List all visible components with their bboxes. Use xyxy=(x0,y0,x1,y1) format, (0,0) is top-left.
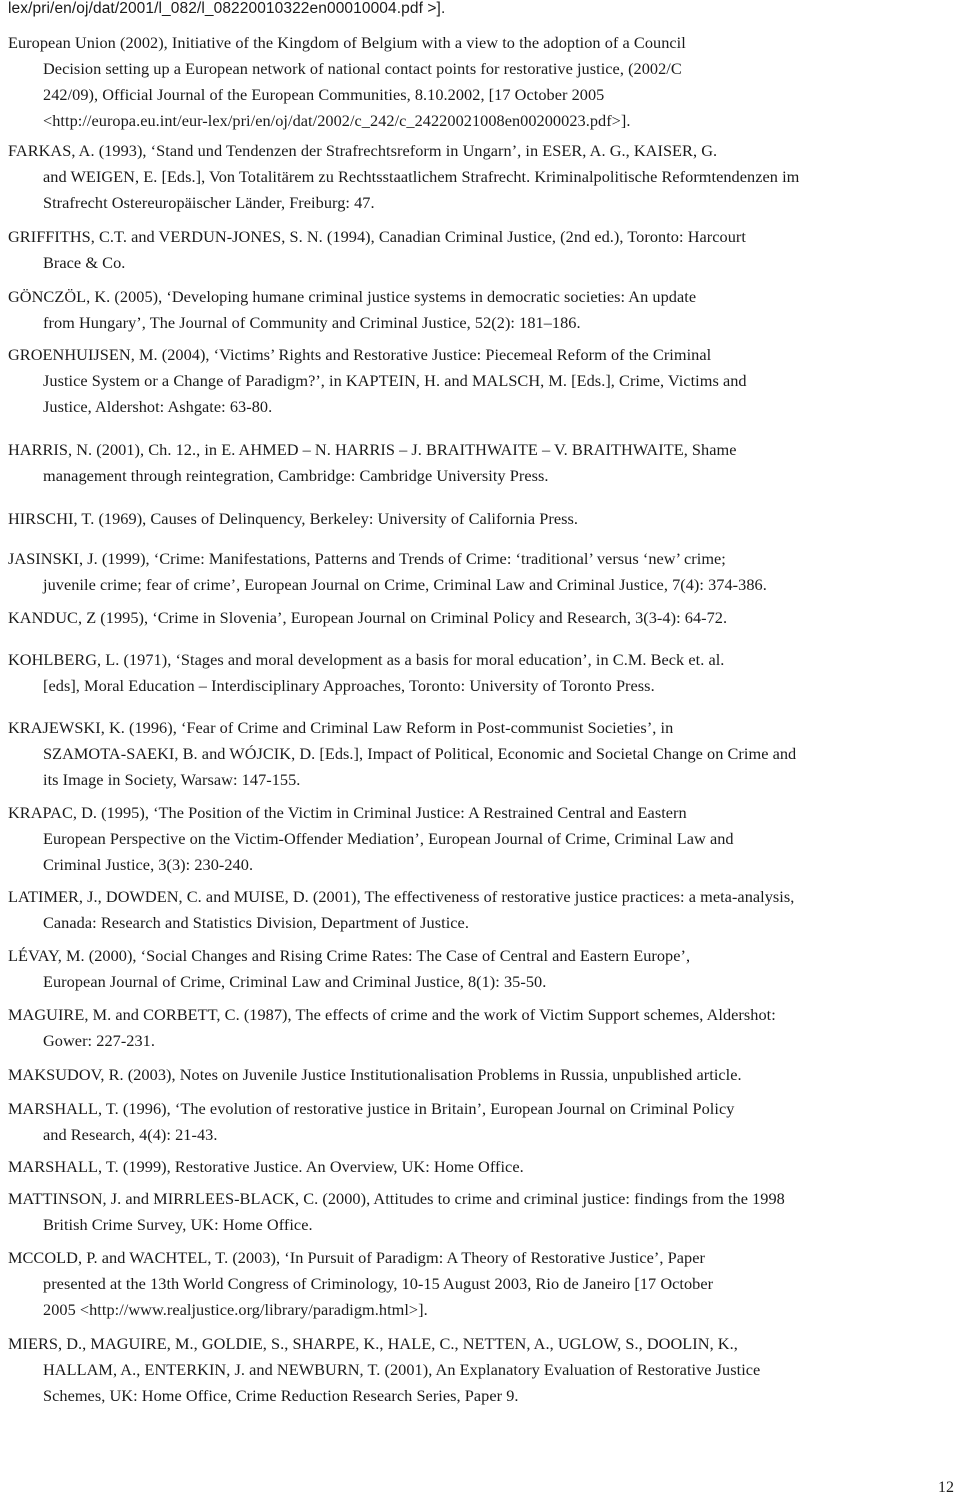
reference-line: its Image in Society, Warsaw: 147-155. xyxy=(43,770,301,789)
reference-line: KRAJEWSKI, K. (1996), ‘Fear of Crime and Criminal Law Reform in Post-communist Societies’, in xyxy=(8,718,674,737)
reference-line: 242/09), Official Journal of the European Communities, 8.10.2002, [17 October 2005 xyxy=(43,85,605,104)
reference-line: GÖNCZÖL, K. (2005), ‘Developing humane criminal justice systems in democratic societies: An update xyxy=(8,287,697,306)
reference-line: HARRIS, N. (2001), Ch. 12., in E. AHMED – N. HARRIS – J. BRAITHWAITE – V. BRAITHWAITE, Shame xyxy=(8,440,737,459)
reference-line: MIERS, D., MAGUIRE, M., GOLDIE, S., SHARPE, K., HALE, C., NETTEN, A., UGLOW, S., DOOLIN, K., xyxy=(8,1334,738,1353)
reference-line: Criminal Justice, 3(3): 230-240. xyxy=(43,855,254,874)
reference-line: JASINSKI, J. (1999), ‘Crime: Manifestations, Patterns and Trends of Crime: ‘traditional’ versus ‘new’ crime; xyxy=(8,549,726,568)
page-number: 12 xyxy=(938,1479,954,1496)
reference-line: Strafrecht Ostereuropäischer Länder, Freiburg: 47. xyxy=(43,193,375,212)
reference-line: GROENHUIJSEN, M. (2004), ‘Victims’ Rights and Restorative Justice: Piecemeal Reform of the Criminal xyxy=(8,345,712,364)
reference-line: MATTINSON, J. and MIRRLEES-BLACK, C. (2000), Attitudes to crime and criminal justice: findings from the 1998 xyxy=(8,1189,785,1208)
reference-line: juvenile crime; fear of crime’, European Journal on Crime, Criminal Law and Criminal Justice, 7(4): 374-386. xyxy=(43,575,767,594)
reference-line: and Research, 4(4): 21-43. xyxy=(43,1125,218,1144)
reference-line: MCCOLD, P. and WACHTEL, T. (2003), ‘In Pursuit of Paradigm: A Theory of Restorative Justice’, Paper xyxy=(8,1248,705,1267)
reference-line: European Perspective on the Victim-Offender Mediation’, European Journal of Crime, Criminal Law and xyxy=(43,829,734,848)
reference-line: Justice, Aldershot: Ashgate: 63-80. xyxy=(43,397,273,416)
reference-line: MARSHALL, T. (1996), ‘The evolution of restorative justice in Britain’, European Journal on Criminal Policy xyxy=(8,1099,735,1118)
reference-line: HALLAM, A., ENTERKIN, J. and NEWBURN, T. (2001), An Explanatory Evaluation of Restorative Justice xyxy=(43,1360,761,1379)
reference-line: GRIFFITHS, C.T. and VERDUN-JONES, S. N. (1994), Canadian Criminal Justice, (2nd ed.), Toronto: Harcourt xyxy=(8,227,746,246)
reference-line: Gower: 227-231. xyxy=(43,1031,155,1050)
reference-line: MARSHALL, T. (1999), Restorative Justice. An Overview, UK: Home Office. xyxy=(8,1157,524,1176)
reference-line: FARKAS, A. (1993), ‘Stand und Tendenzen der Strafrechtsreform in Ungarn’, in ESER, A. G., KAISER, G. xyxy=(8,141,718,160)
reference-line: 2005 <http://www.realjustice.org/library/paradigm.html>]. xyxy=(43,1300,428,1319)
reference-line: HIRSCHI, T. (1969), Causes of Delinquency, Berkeley: University of California Press. xyxy=(8,509,579,528)
reference-line: European Journal of Crime, Criminal Law and Criminal Justice, 8(1): 35-50. xyxy=(43,972,547,991)
reference-line: Schemes, UK: Home Office, Crime Reduction Research Series, Paper 9. xyxy=(43,1386,519,1405)
reference-line: Justice System or a Change of Paradigm?’, in KAPTEIN, H. and MALSCH, M. [Eds.], Crime, Victims and xyxy=(43,371,747,390)
reference-line: British Crime Survey, UK: Home Office. xyxy=(43,1215,313,1234)
reference-line: MAGUIRE, M. and CORBETT, C. (1987), The effects of crime and the work of Victim Support schemes, Aldershot: xyxy=(8,1005,776,1024)
reference-line: lex/pri/en/oj/dat/2001/l_082/l_08220010322en00010004.pdf >]. xyxy=(8,0,446,17)
reference-line: and WEIGEN, E. [Eds.], Von Totalitärem zu Rechtsstaatlichem Strafrecht. Kriminalpolitische Reformtendenzen im xyxy=(43,167,800,186)
reference-line: from Hungary’, The Journal of Community and Criminal Justice, 52(2): 181–186. xyxy=(43,313,581,332)
reference-line: KRAPAC, D. (1995), ‘The Position of the Victim in Criminal Justice: A Restrained Central and Eastern xyxy=(8,803,687,822)
reference-line: LÉVAY, M. (2000), ‘Social Changes and Rising Crime Rates: The Case of Central and Eastern Europe’, xyxy=(8,946,691,965)
reference-line: European Union (2002), Initiative of the Kingdom of Belgium with a view to the adoption of a Council xyxy=(8,33,686,52)
reference-line: management through reintegration, Cambridge: Cambridge University Press. xyxy=(43,466,549,485)
reference-line: [eds], Moral Education – Interdisciplinary Approaches, Toronto: University of Toronto Press. xyxy=(43,676,655,695)
reference-line: SZAMOTA-SAEKI, B. and WÓJCIK, D. [Eds.], Impact of Political, Economic and Societal Change on Crime and xyxy=(43,744,797,763)
reference-line: presented at the 13th World Congress of Criminology, 10-15 August 2003, Rio de Janeiro [17 October xyxy=(43,1274,714,1293)
reference-line: Decision setting up a European network of national contact points for restorative justice, (2002/C xyxy=(43,59,682,78)
reference-line: KOHLBERG, L. (1971), ‘Stages and moral development as a basis for moral education’, in C.M. Beck et. al. xyxy=(8,650,725,669)
reference-line: LATIMER, J., DOWDEN, C. and MUISE, D. (2001), The effectiveness of restorative justice practices: a meta-analysis, xyxy=(8,887,795,906)
reference-line: Canada: Research and Statistics Division, Department of Justice. xyxy=(43,913,469,932)
reference-line: Brace & Co. xyxy=(43,253,126,272)
reference-line: <http://europa.eu.int/eur-lex/pri/en/oj/dat/2002/c_242/c_24220021008en00200023.pdf>]. xyxy=(43,111,631,130)
reference-line: MAKSUDOV, R. (2003), Notes on Juvenile Justice Institutionalisation Problems in Russia, unpublished article. xyxy=(8,1065,742,1084)
reference-line: KANDUC, Z (1995), ‘Crime in Slovenia’, European Journal on Criminal Policy and Research, 3(3-4): 64-72. xyxy=(8,608,728,627)
